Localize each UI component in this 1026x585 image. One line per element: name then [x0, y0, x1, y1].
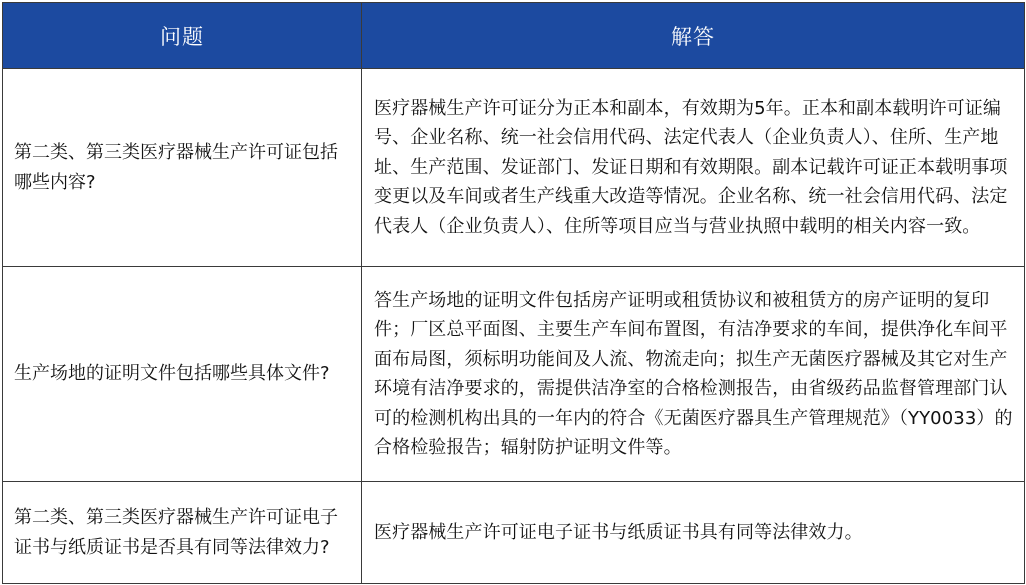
header-question: 问题: [3, 3, 362, 69]
table-body: [3, 69, 1025, 584]
question-cell: 第二类、第三类医疗器械生产许可证电子证书与纸质证书是否具有同等法律效力?: [3, 482, 362, 584]
table-row: [3, 482, 1025, 584]
question-cell: 生产场地的证明文件包括哪些具体文件?: [3, 267, 362, 482]
table-row: [3, 267, 1025, 482]
table-header: [3, 3, 1025, 69]
answer-cell: 答生产场地的证明文件包括房产证明或租赁协议和被租赁方的房产证明的复印件；厂区总平面图、主要生产车间布置图，有洁净要求的车间，提供净化车间平面布局图，须标明功能间及人流、物流走向；拟生产无菌医疗器械及其它对生产环境有洁净要求的，需提供洁净室的合格检测报告，由省级药品监督管理部门认可的检测机构出具的一年内的符合《无菌医疗器具生产管理规范》（YY0033）的合格检验报告；辐射防护证明文件等。: [362, 267, 1025, 482]
qa-table: [2, 2, 1025, 584]
answer-cell: 医疗器械生产许可证分为正本和副本，有效期为5年。正本和副本载明许可证编号、企业名称、统一社会信用代码、法定代表人（企业负责人）、住所、生产地址、生产范围、发证部门、发证日期和有效期限。副本记载许可证正本载明事项变更以及车间或者生产线重大改造等情况。企业名称、统一社会信用代码、法定代表人（企业负责人）、住所等项目应当与营业执照中载明的相关内容一致。: [362, 69, 1025, 267]
answer-cell: 医疗器械生产许可证电子证书与纸质证书具有同等法律效力。: [362, 482, 1025, 584]
question-cell: 第二类、第三类医疗器械生产许可证包括哪些内容?: [3, 69, 362, 267]
header-row: [3, 3, 1025, 69]
header-answer: 解答: [362, 3, 1025, 69]
table-row: [3, 69, 1025, 267]
